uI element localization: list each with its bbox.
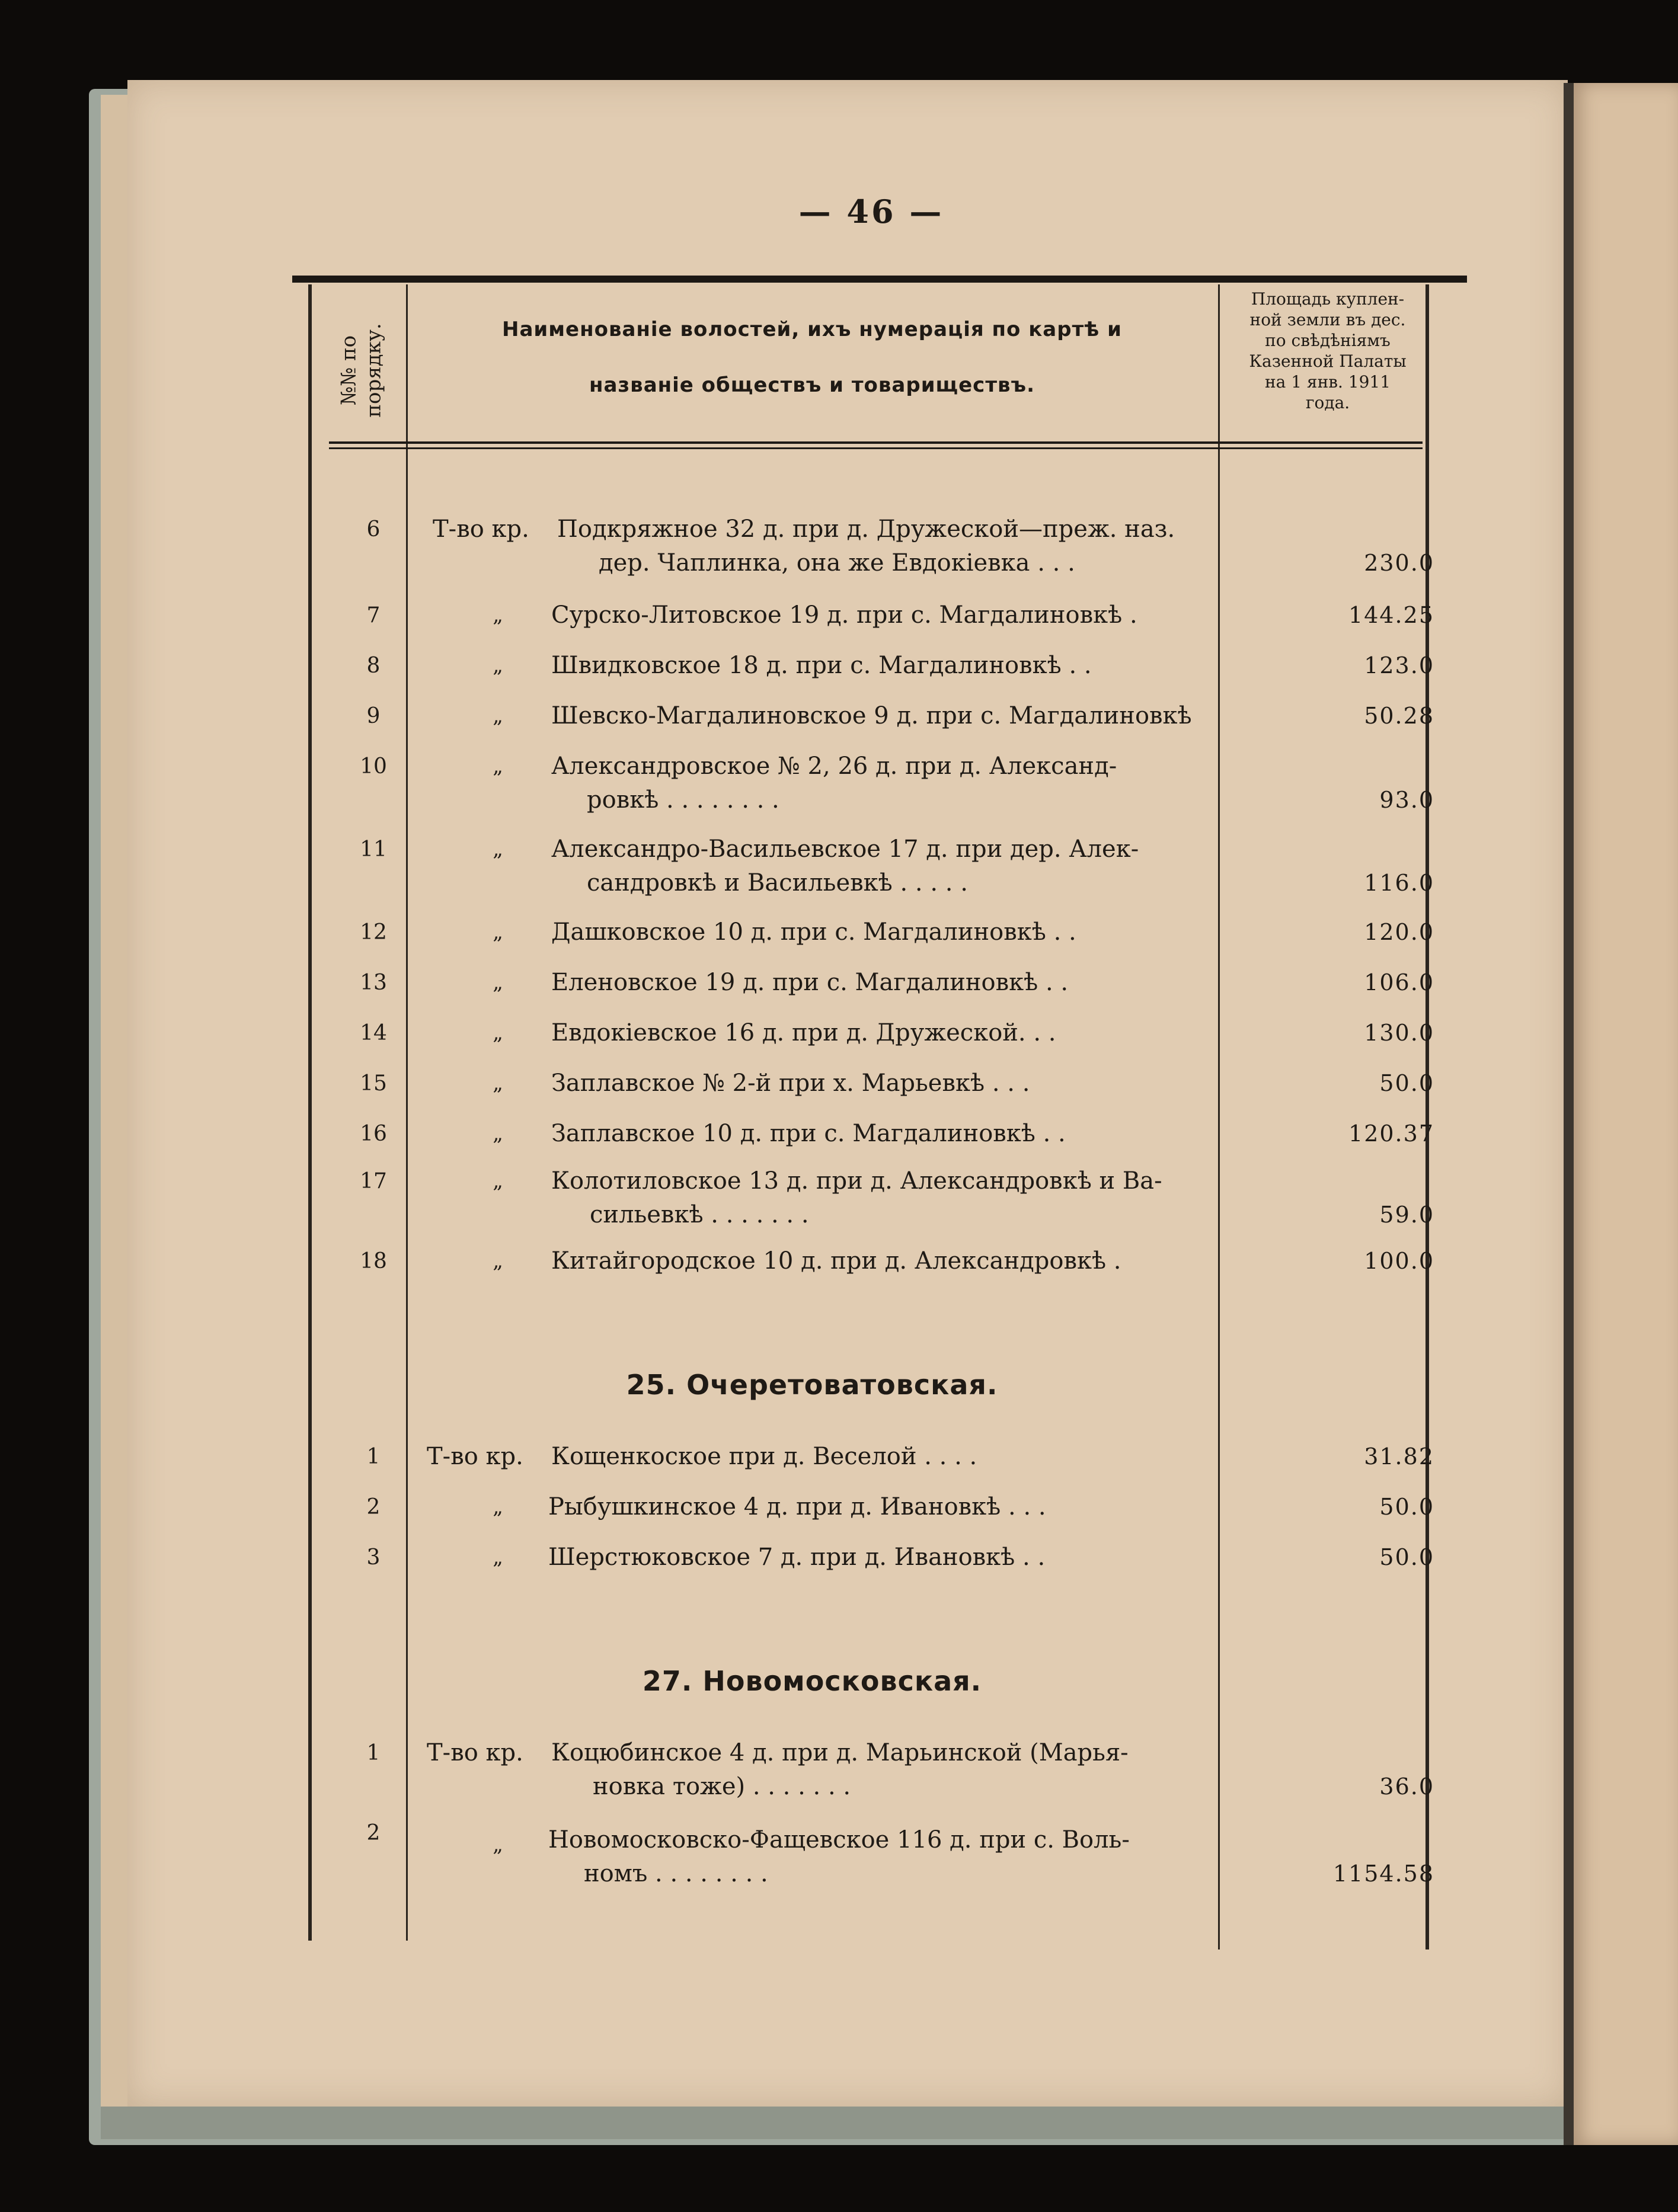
row-area: 50.0 — [1379, 1544, 1434, 1570]
header-number-label: №№ по — [337, 335, 361, 406]
row-name: Заплавское № 2-й при х. Марьевкѣ . . . — [551, 1070, 1030, 1097]
book-bottom-edge — [101, 2107, 1565, 2139]
row-number: 1 — [366, 1445, 381, 1469]
row-name-cont: дер. Чаплинка, она же Евдокіевка . . . — [599, 549, 1075, 577]
row-number: 6 — [366, 517, 381, 542]
ditto-mark: „ — [493, 704, 503, 728]
header-number-label: порядку. — [362, 323, 386, 418]
row-prefix: Т-во кр. — [427, 1739, 523, 1766]
header-name-line: названіе обществъ и товариществъ. — [589, 373, 1035, 397]
row-area: 50.28 — [1364, 703, 1434, 729]
row-name: Александро-Васильевское 17 д. при дер. Алек- — [551, 835, 1139, 863]
row-area: 31.82 — [1364, 1443, 1434, 1470]
header-area-line: ной земли въ дес. — [1249, 310, 1406, 329]
row-name: Колотиловское 13 д. при д. Александровкѣ и Ва- — [551, 1167, 1162, 1195]
row-area: 123.0 — [1364, 652, 1434, 678]
row-name: Китайгородское 10 д. при д. Александровкѣ . — [551, 1247, 1121, 1275]
row-name-cont: новка тоже) . . . . . . . — [593, 1773, 851, 1800]
header-name-line: Наименованіе волостей, ихъ нумерація по картѣ и — [502, 318, 1122, 341]
ditto-mark: „ — [493, 754, 503, 778]
row-number: 13 — [360, 971, 387, 995]
row-area: 50.0 — [1379, 1494, 1434, 1520]
table-top-rule — [292, 276, 1467, 283]
row-area: 130.0 — [1364, 1020, 1434, 1046]
row-name-cont: ровкѣ . . . . . . . . — [587, 786, 779, 814]
row-name-cont: номъ . . . . . . . . — [584, 1860, 768, 1887]
row-name: Еленовское 19 д. при с. Магдалиновкѣ . . — [551, 969, 1069, 996]
row-name: Дашковское 10 д. при с. Магдалиновкѣ . . — [551, 918, 1076, 946]
header-bottom-rule — [329, 447, 1423, 449]
row-area: 106.0 — [1364, 969, 1434, 995]
row-area: 230.0 — [1364, 550, 1434, 576]
row-number: 2 — [366, 1495, 381, 1519]
header-name-column — [415, 311, 1209, 404]
row-name: Шерстюковское 7 д. при д. Ивановкѣ . . — [548, 1544, 1046, 1571]
row-name: Александровское № 2, 26 д. при д. Александ- — [551, 753, 1117, 780]
row-area: 1154.58 — [1332, 1861, 1434, 1887]
row-prefix: Т-во кр. — [433, 516, 529, 543]
row-area: 59.0 — [1379, 1202, 1434, 1228]
row-number: 10 — [360, 754, 387, 779]
ditto-mark: „ — [493, 1495, 503, 1519]
ditto-mark: „ — [493, 1122, 503, 1145]
table-left-border — [308, 284, 312, 1941]
header-area-line: по свѣдѣніямъ — [1265, 331, 1391, 350]
ditto-mark: „ — [493, 1021, 503, 1045]
header-area-column — [1222, 289, 1433, 413]
row-area: 93.0 — [1379, 787, 1434, 813]
ditto-mark: „ — [493, 1071, 503, 1095]
row-area: 36.0 — [1379, 1774, 1434, 1800]
ditto-mark: „ — [493, 1833, 503, 1856]
row-name: Коцюбинское 4 д. при д. Марьинской (Марья- — [551, 1739, 1129, 1766]
header-number-column — [317, 308, 406, 433]
row-number: 1 — [366, 1741, 381, 1765]
ditto-mark: „ — [493, 1545, 503, 1569]
ditto-mark: „ — [493, 971, 503, 994]
row-name-cont: сильевкѣ . . . . . . . — [590, 1201, 809, 1228]
row-name: Евдокіевское 16 д. при д. Дружеской. . . — [551, 1019, 1056, 1046]
header-area-line: на 1 янв. 1911 — [1264, 372, 1391, 392]
row-name-cont: сандровкѣ и Васильевкѣ . . . . . — [587, 869, 968, 897]
row-number: 18 — [360, 1249, 387, 1273]
page-number: — 46 — — [798, 193, 944, 231]
row-area: 120.0 — [1364, 919, 1434, 945]
row-number: 3 — [366, 1545, 381, 1570]
row-name: Кощенкоское при д. Веселой . . . . — [551, 1443, 977, 1470]
facing-page-edge — [1574, 83, 1678, 2145]
header-area-line: Площадь куплен- — [1251, 289, 1405, 309]
row-name: Шевско-Магдалиновское 9 д. при с. Магдалиновкѣ — [551, 702, 1192, 729]
header-area-line: Казенной Палаты — [1249, 351, 1407, 371]
book-spine — [1564, 83, 1574, 2145]
row-name: Сурско-Литовское 19 д. при с. Магдалиновкѣ . — [551, 601, 1137, 629]
row-name: Швидковское 18 д. при с. Магдалиновкѣ . . — [551, 652, 1092, 679]
section-title: 25. Очеретоватовская. — [626, 1369, 998, 1401]
row-name: Рыбушкинское 4 д. при д. Ивановкѣ . . . — [548, 1493, 1046, 1520]
row-area: 116.0 — [1364, 870, 1434, 896]
row-number: 16 — [360, 1122, 387, 1146]
ditto-mark: „ — [493, 1249, 503, 1273]
ditto-mark: „ — [493, 654, 503, 677]
row-number: 9 — [366, 704, 381, 728]
row-number: 14 — [360, 1021, 387, 1045]
row-number: 11 — [360, 837, 387, 862]
row-name: Новомосковско-Фащевское 116 д. при с. Воль- — [548, 1826, 1130, 1854]
row-area: 100.0 — [1364, 1248, 1434, 1274]
row-area: 50.0 — [1379, 1070, 1434, 1096]
row-number: 12 — [360, 920, 387, 945]
row-area: 144.25 — [1348, 602, 1434, 628]
row-area: 120.37 — [1348, 1121, 1434, 1147]
row-number: 7 — [366, 603, 381, 628]
row-name: Заплавское 10 д. при с. Магдалиновкѣ . . — [551, 1120, 1066, 1147]
section-title: 27. Новомосковская. — [642, 1665, 982, 1697]
row-number: 15 — [360, 1071, 387, 1096]
ditto-mark: „ — [493, 837, 503, 861]
row-number: 2 — [366, 1821, 381, 1845]
ditto-mark: „ — [493, 1169, 503, 1193]
row-prefix: Т-во кр. — [427, 1443, 523, 1470]
row-name: Подкряжное 32 д. при д. Дружеской—преж. наз. — [557, 516, 1175, 543]
header-area-line: года. — [1305, 393, 1350, 412]
ditto-mark: „ — [493, 920, 503, 944]
row-number: 17 — [360, 1169, 387, 1193]
header-bottom-rule — [329, 441, 1423, 444]
ditto-mark: „ — [493, 603, 503, 627]
row-number: 8 — [366, 654, 381, 678]
